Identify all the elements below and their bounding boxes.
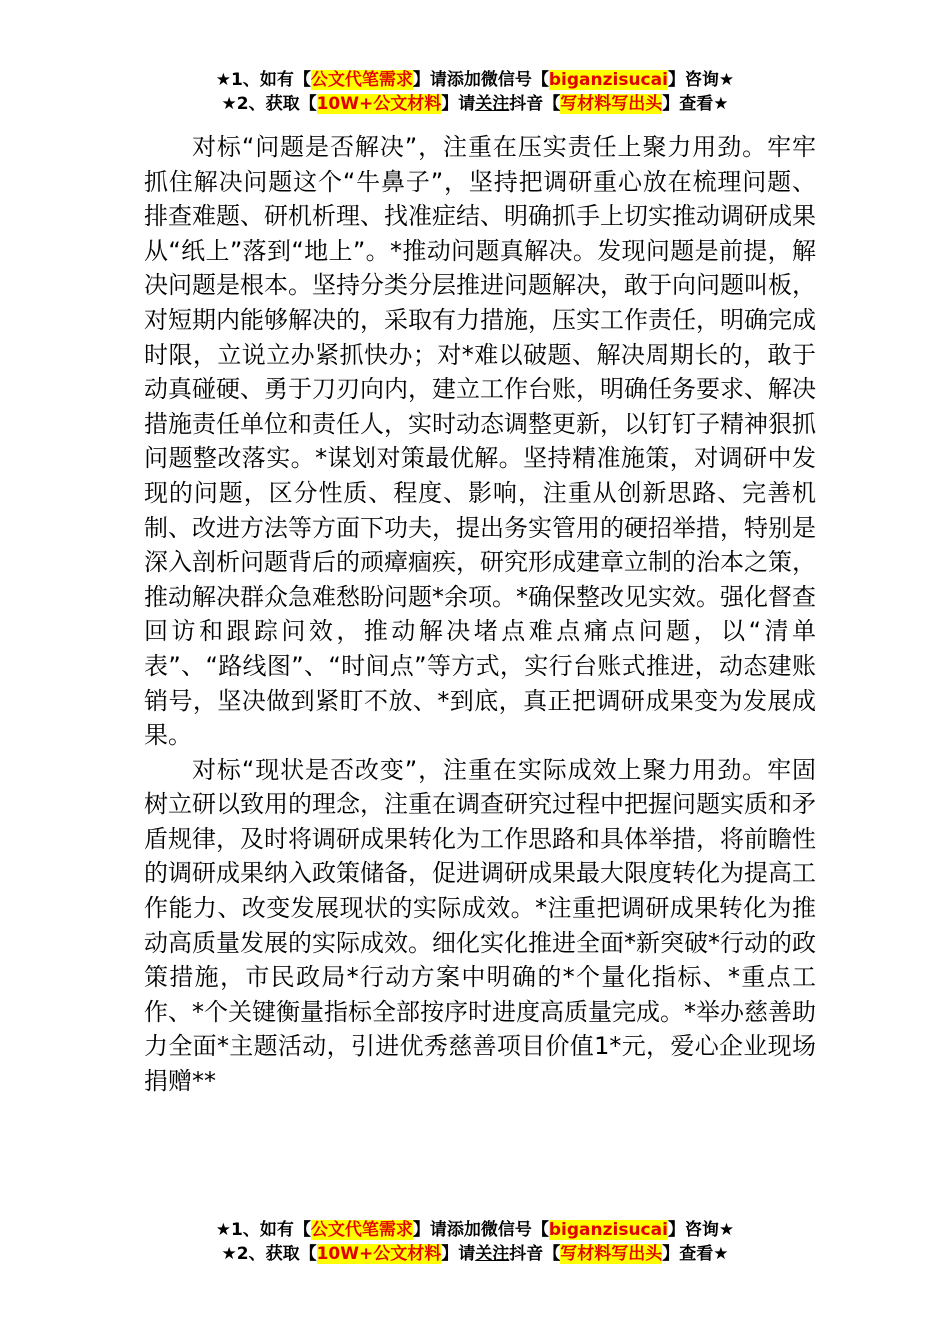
promo-text-bold: 添加: [446, 70, 481, 90]
promo-text: 抖音【: [509, 1244, 561, 1264]
highlight-wechat-id: biganzisucai: [548, 1220, 668, 1240]
promo-text: ★2、获取【: [221, 94, 317, 114]
highlight-service: 公文代笔需求: [310, 1220, 413, 1240]
document-body: [144, 130, 816, 1099]
promo-text-underlined: 关注: [475, 1244, 510, 1264]
promo-text-underlined: 关注: [475, 94, 510, 114]
promo-text: 】请: [412, 1220, 447, 1240]
highlight-douyin-id: 写材料写出头: [560, 1244, 663, 1264]
promo-text: 】查看★: [662, 1244, 729, 1264]
promo-line-2: [0, 92, 950, 116]
highlight-materials: 10W+公文材料: [316, 1244, 442, 1264]
highlight-service: 公文代笔需求: [310, 70, 413, 90]
promo-text: ★1、如有【: [215, 1220, 311, 1240]
promo-text-bold: 添加: [446, 1220, 481, 1240]
promo-text: 】查看★: [662, 94, 729, 114]
header-promo: [0, 68, 950, 116]
highlight-douyin-id: 写材料写出头: [560, 94, 663, 114]
promo-text: 】请: [441, 1244, 476, 1264]
promo-text: 抖音【: [509, 94, 561, 114]
promo-text: ★1、如有【: [215, 70, 311, 90]
promo-text: ★2、获取【: [221, 1244, 317, 1264]
promo-line-1: [0, 1218, 950, 1242]
highlight-materials: 10W+公文材料: [316, 94, 442, 114]
highlight-wechat-id: biganzisucai: [548, 70, 668, 90]
footer-promo: [0, 1218, 950, 1266]
promo-text: 】请: [412, 70, 447, 90]
promo-line-1: [0, 68, 950, 92]
promo-line-2: [0, 1242, 950, 1266]
promo-text: 】咨询★: [667, 1220, 735, 1240]
paragraph-problem-solving: 对标“问题是否解决”，注重在压实责任上聚力用劲。牢牢抓住解决问题这个“牛鼻子”，坚持把调研重心放在梳理问题、排查难题、研机析理、找准症结、明确抓手上切实推动调研成果从“纸上”落到“地上”。*推动问题真解决。发现问题是前提，解决问题是根本。坚持分类分层推进问题解决，敢于向问题叫板，对短期内能够解决的，采取有力措施，压实工作责任，明确完成时限，立说立办紧抓快办；对*难以破题、解决周期长的，敢于动真碰硬、勇于刀刃向内，建立工作台账，明确任务要求、解决措施责任单位和责任人，实时动态调整更新，以钉钉子精神狠抓问题整改落实。*谋划对策最优解。坚持精准施策，对调研中发现的问题，区分性质、程度、影响，注重从创新思路、完善机制、改进方法等方面下功夫，提出务实管用的硬招举措，特别是深入剖析问题背后的顽瘴痼疾，研究形成建章立制的治本之策，推动解决群众急难愁盼问题*余项。*确保整改见实效。强化督查回访和跟踪问效，推动解决堵点难点痛点问题，以“清单表”、“路线图”、“时间点”等方式，实行台账式推进，动态建账销号，坚决做到紧盯不放、*到底，真正把调研成果变为发展成果。: [144, 133, 816, 750]
promo-text: 】请: [441, 94, 476, 114]
promo-text: 】咨询★: [667, 70, 735, 90]
paragraph-status-change: 对标“现状是否改变”，注重在实际成效上聚力用劲。牢固树立研以致用的理念，注重在调查研究过程中把握问题实质和矛盾规律，及时将调研成果转化为工作思路和具体举措，将前瞻性的调研成果纳入政策储备，促进调研成果最大限度转化为提高工作能力、改变发展现状的实际成效。*注重把调研成果转化为推动高质量发展的实际成效。细化实化推进全面*新突破*行动的政策措施，市民政局*行动方案中明确的*个量化指标、*重点工作、*个关键衡量指标全部按序时进度高质量完成。*举办慈善助力全面*主题活动，引进优秀慈善项目价值1*元，爱心企业现场捐赠**: [144, 755, 816, 1096]
promo-text: 微信号【: [480, 70, 549, 90]
promo-text: 微信号【: [480, 1220, 549, 1240]
